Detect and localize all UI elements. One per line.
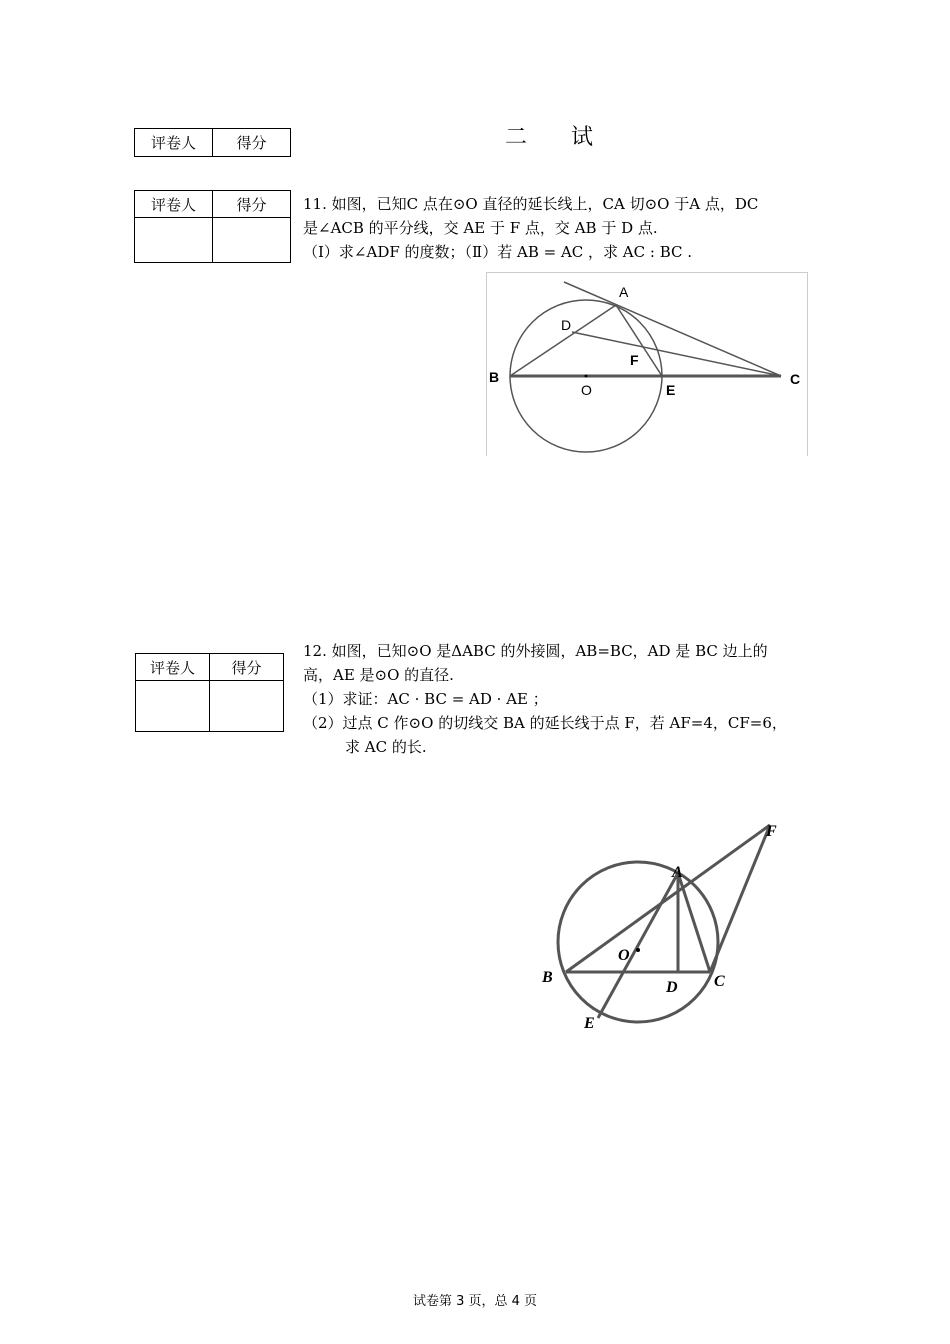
p11-score-table xyxy=(134,190,291,263)
label-D: D xyxy=(666,979,678,996)
grader-header: 评卷人 xyxy=(135,191,213,218)
label-A: A xyxy=(619,284,629,300)
problem-12-line: （2）过点 C 作⊙O 的切线交 BA 的延长线于点 F，若 AF=4，CF=6， xyxy=(303,714,787,732)
score-header: 得分 xyxy=(213,191,291,218)
label-F: F xyxy=(630,352,639,368)
score-cell[interactable] xyxy=(210,681,284,732)
header-score-table xyxy=(134,128,291,157)
label-D: D xyxy=(561,317,572,333)
grader-header: 评卷人 xyxy=(136,654,210,681)
label-E: E xyxy=(584,1015,595,1032)
label-B: B xyxy=(542,969,553,986)
p12-score-table xyxy=(135,653,284,732)
section-title: 二试 xyxy=(505,125,638,150)
score-cell[interactable] xyxy=(213,218,291,263)
grader-header: 评卷人 xyxy=(135,129,213,157)
label-F: F xyxy=(766,823,777,840)
page-footer: 试卷第 3 页，总 4 页 xyxy=(412,1294,538,1309)
score-header: 得分 xyxy=(210,654,284,681)
problem-12-line: 求 AC 的长. xyxy=(345,738,427,756)
label-A: A xyxy=(672,864,683,881)
label-C: C xyxy=(714,973,725,990)
problem-12-line: 12. 如图，已知⊙O 是ΔABC 的外接圆，AB=BC，AD 是 BC 边上的 xyxy=(303,642,768,660)
label-O: O xyxy=(581,382,592,398)
label-E: E xyxy=(666,382,676,398)
problem-12-figure xyxy=(528,800,813,1040)
label-C: C xyxy=(790,371,801,387)
problem-11-line: 11. 如图，已知C 点在⊙O 直径的延长线上，CA 切⊙O 于A 点，DC xyxy=(303,195,759,213)
score-header: 得分 xyxy=(213,129,291,157)
grader-cell[interactable] xyxy=(135,218,213,263)
problem-12-line: 高，AE 是⊙O 的直径. xyxy=(303,666,454,684)
label-B: B xyxy=(489,369,500,385)
problem-11-figure xyxy=(486,272,808,456)
problem-11-line: 是∠ACB 的平分线，交 AE 于 F 点，交 AB 于 D 点. xyxy=(303,219,658,237)
label-O: O xyxy=(618,947,630,964)
problem-12-text xyxy=(303,639,813,759)
grader-cell[interactable] xyxy=(136,681,210,732)
problem-12-line: （1）求证：AC · BC = AD · AE ； xyxy=(303,690,548,708)
problem-11-line: （Ⅰ）求∠ADF 的度数；（Ⅱ）若 AB = AC ，求 AC : BC . xyxy=(303,243,693,261)
problem-11-text xyxy=(303,192,813,264)
